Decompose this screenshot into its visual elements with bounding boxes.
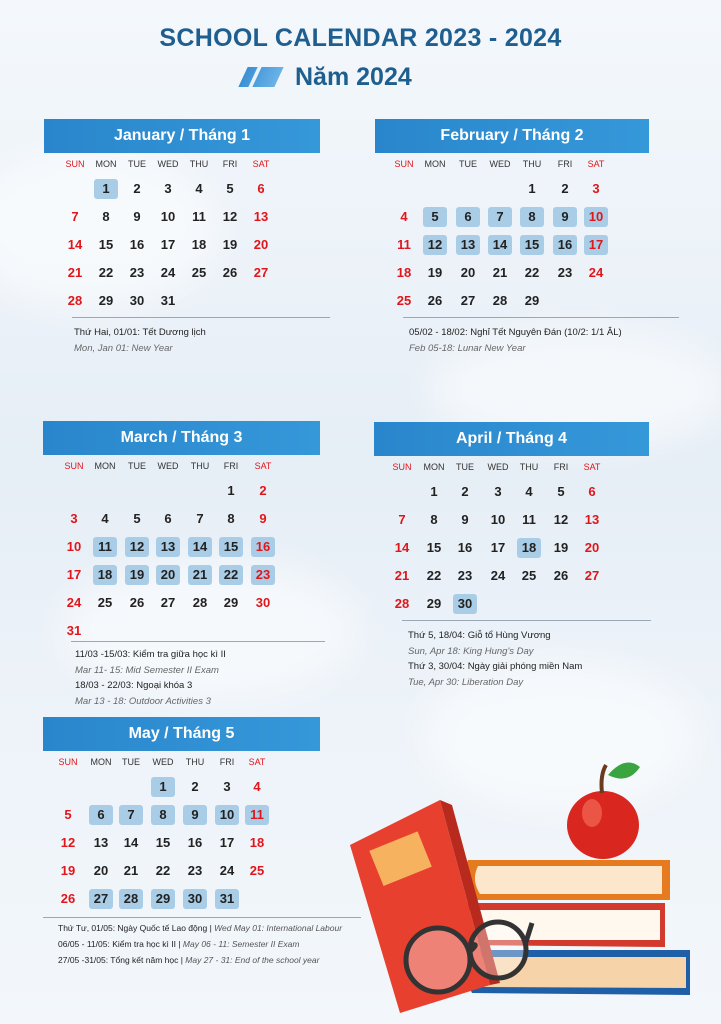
day-cell: 3 xyxy=(70,511,78,526)
day-cell: 6 xyxy=(588,484,596,499)
day-cell: 27 xyxy=(160,595,176,610)
day-cell: 1 xyxy=(528,181,536,196)
day-cell: 9 xyxy=(183,805,207,825)
day-cell: 27 xyxy=(460,293,476,308)
day-cell: 1 xyxy=(430,484,438,499)
weekday-label: FRI xyxy=(223,461,239,471)
weekday-label: MON xyxy=(90,757,112,767)
day-cell: 16 xyxy=(129,237,145,252)
day-cell: 20 xyxy=(156,565,180,585)
day-cell: 19 xyxy=(60,863,76,878)
day-cell: 18 xyxy=(249,835,265,850)
day-cell: 2 xyxy=(461,484,469,499)
month-title: February / Tháng 2 xyxy=(375,119,649,153)
weekday-label: WED xyxy=(487,462,509,472)
day-cell: 31 xyxy=(160,293,176,308)
event-note: 27/05 -31/05: Tổng kết năm học | May 27 - 31: End of the school year xyxy=(58,955,320,965)
day-cell: 7 xyxy=(398,512,406,527)
month-title: January / Tháng 1 xyxy=(44,119,320,153)
event-note: 06/05 - 11/05: Kiểm tra học kì II | May 06 - 11: Semester II Exam xyxy=(58,939,300,949)
day-cell: 23 xyxy=(129,265,145,280)
day-cell: 16 xyxy=(251,537,275,557)
day-cell: 14 xyxy=(488,235,512,255)
weekday-label: FRI xyxy=(553,462,569,472)
day-cell: 27 xyxy=(253,265,269,280)
day-cell: 16 xyxy=(457,540,473,555)
month-title: May / Tháng 5 xyxy=(43,717,320,751)
weekday-label: WED xyxy=(157,461,179,471)
day-cell: 8 xyxy=(430,512,438,527)
day-cell: 22 xyxy=(98,265,114,280)
weekday-label: TUE xyxy=(456,462,474,472)
day-cell: 17 xyxy=(219,835,235,850)
weekday-label: SAT xyxy=(254,461,272,471)
day-cell: 7 xyxy=(196,511,204,526)
day-cell: 12 xyxy=(125,537,149,557)
day-cell: 14 xyxy=(188,537,212,557)
day-cell: 15 xyxy=(219,537,243,557)
event-note-en: Mar 11- 15: Mid Semester II Exam xyxy=(75,664,219,676)
day-cell: 6 xyxy=(456,207,480,227)
day-cell: 4 xyxy=(400,209,408,224)
weekday-label: TUE xyxy=(128,461,146,471)
weekday-label: TUE xyxy=(122,757,140,767)
day-cell: 30 xyxy=(255,595,271,610)
day-cell: 8 xyxy=(520,207,544,227)
day-cell: 24 xyxy=(66,595,82,610)
day-cell: 25 xyxy=(521,568,537,583)
day-cell: 11 xyxy=(192,209,206,224)
page-title: SCHOOL CALENDAR 2023 - 2024 xyxy=(159,24,562,52)
day-cell: 19 xyxy=(553,540,569,555)
day-grid xyxy=(374,478,649,618)
day-grid xyxy=(44,175,320,315)
day-cell: 15 xyxy=(426,540,442,555)
weekday-label: THU xyxy=(185,757,205,767)
day-cell: 22 xyxy=(426,568,442,583)
weekday-label: FRI xyxy=(222,159,238,169)
day-cell: 4 xyxy=(101,511,109,526)
day-cell: 23 xyxy=(187,863,203,878)
slash-decoration-icon xyxy=(238,67,283,87)
day-cell: 6 xyxy=(164,511,172,526)
day-cell: 8 xyxy=(151,805,175,825)
weekday-label: FRI xyxy=(219,757,235,767)
weekday-header xyxy=(375,153,649,175)
weekday-label: SAT xyxy=(583,462,601,472)
weekday-label: SAT xyxy=(252,159,270,169)
day-cell: 22 xyxy=(219,565,243,585)
weekday-label: MON xyxy=(423,462,445,472)
day-cell: 13 xyxy=(156,537,180,557)
month-calendar xyxy=(43,421,320,645)
event-note-vi: 18/03 - 22/03: Ngoại khóa 3 xyxy=(75,680,193,691)
weekday-label: THU xyxy=(190,461,210,471)
event-note-vi: 11/03 -15/03: Kiểm tra giữa học kì II xyxy=(75,649,226,660)
day-cell: 19 xyxy=(427,265,443,280)
day-cell: 17 xyxy=(160,237,176,252)
day-cell: 17 xyxy=(490,540,506,555)
day-grid xyxy=(375,175,649,315)
day-cell: 11 xyxy=(93,537,117,557)
day-cell: 15 xyxy=(98,237,114,252)
day-cell: 30 xyxy=(129,293,145,308)
day-cell: 1 xyxy=(227,483,235,498)
day-cell: 17 xyxy=(66,567,82,582)
year-label: Năm 2024 xyxy=(295,62,412,91)
books-apple-illustration xyxy=(340,745,690,1015)
day-cell: 13 xyxy=(456,235,480,255)
day-cell: 12 xyxy=(222,209,238,224)
day-cell: 4 xyxy=(253,779,261,794)
day-cell: 20 xyxy=(584,540,600,555)
day-cell: 7 xyxy=(488,207,512,227)
day-cell: 6 xyxy=(89,805,113,825)
weekday-header xyxy=(43,455,320,477)
notes-divider xyxy=(403,317,679,318)
day-cell: 7 xyxy=(119,805,143,825)
weekday-label: MON xyxy=(424,159,446,169)
day-cell: 28 xyxy=(492,293,508,308)
event-note-vi: Thứ Hai, 01/01: Tết Dương lịch xyxy=(74,327,206,338)
day-cell: 9 xyxy=(461,512,469,527)
day-cell: 21 xyxy=(394,568,410,583)
event-note-vi: Thứ 3, 30/04: Ngày giải phóng miền Nam xyxy=(408,661,583,672)
day-cell: 26 xyxy=(129,595,145,610)
day-cell: 14 xyxy=(123,835,139,850)
weekday-label: WED xyxy=(489,159,511,169)
day-cell: 28 xyxy=(192,595,208,610)
day-cell: 9 xyxy=(553,207,577,227)
day-cell: 16 xyxy=(553,235,577,255)
day-cell: 12 xyxy=(60,835,76,850)
day-cell: 22 xyxy=(155,863,171,878)
day-cell: 16 xyxy=(187,835,203,850)
day-cell: 2 xyxy=(133,181,141,196)
day-cell: 9 xyxy=(133,209,141,224)
notes-divider xyxy=(71,641,325,642)
day-cell: 5 xyxy=(133,511,141,526)
day-cell: 6 xyxy=(257,181,265,196)
notes-divider xyxy=(43,917,361,918)
day-cell: 31 xyxy=(66,623,82,638)
day-cell: 20 xyxy=(93,863,109,878)
notes-divider xyxy=(72,317,330,318)
day-cell: 25 xyxy=(97,595,113,610)
day-cell: 24 xyxy=(588,265,604,280)
day-cell: 17 xyxy=(584,235,608,255)
weekday-label: SAT xyxy=(587,159,605,169)
day-cell: 24 xyxy=(490,568,506,583)
apple-icon xyxy=(567,763,640,860)
month-calendar xyxy=(43,717,320,913)
weekday-label: TUE xyxy=(128,159,146,169)
day-cell: 21 xyxy=(123,863,139,878)
day-cell: 18 xyxy=(93,565,117,585)
day-cell: 3 xyxy=(592,181,600,196)
weekday-label: SUN xyxy=(64,461,84,471)
day-cell: 29 xyxy=(151,889,175,909)
day-cell: 19 xyxy=(125,565,149,585)
day-cell: 5 xyxy=(423,207,447,227)
day-cell: 23 xyxy=(251,565,275,585)
day-cell: 13 xyxy=(584,512,600,527)
month-calendar xyxy=(375,119,649,315)
weekday-header xyxy=(44,153,320,175)
weekday-label: FRI xyxy=(557,159,573,169)
day-cell: 29 xyxy=(98,293,114,308)
day-cell: 5 xyxy=(226,181,234,196)
day-cell: 8 xyxy=(102,209,110,224)
day-cell: 2 xyxy=(191,779,199,794)
day-cell: 29 xyxy=(426,596,442,611)
day-cell: 25 xyxy=(191,265,207,280)
day-cell: 11 xyxy=(522,512,536,527)
event-note-vi: Thứ Tư, 01/05: Ngày Quốc tế Lao động xyxy=(58,923,208,933)
day-cell: 10 xyxy=(490,512,506,527)
month-title: April / Tháng 4 xyxy=(374,422,649,456)
day-cell: 7 xyxy=(71,209,79,224)
day-cell: 4 xyxy=(525,484,533,499)
day-cell: 28 xyxy=(394,596,410,611)
day-cell: 11 xyxy=(397,237,411,252)
day-cell: 27 xyxy=(584,568,600,583)
weekday-label: THU xyxy=(519,462,539,472)
day-cell: 29 xyxy=(524,293,540,308)
weekday-label: SUN xyxy=(394,159,414,169)
weekday-header xyxy=(374,456,649,478)
weekday-label: WED xyxy=(157,159,179,169)
day-cell: 18 xyxy=(517,538,541,558)
weekday-header xyxy=(43,751,320,773)
day-cell: 5 xyxy=(64,807,72,822)
day-grid xyxy=(43,477,320,645)
day-cell: 22 xyxy=(524,265,540,280)
day-cell: 21 xyxy=(67,265,83,280)
day-cell: 25 xyxy=(249,863,265,878)
event-note-en: May 27 - 31: End of the school year xyxy=(185,955,320,965)
day-cell: 14 xyxy=(394,540,410,555)
day-cell: 8 xyxy=(227,511,235,526)
day-cell: 14 xyxy=(67,237,83,252)
weekday-label: THU xyxy=(189,159,209,169)
weekday-label: TUE xyxy=(459,159,477,169)
day-cell: 26 xyxy=(553,568,569,583)
month-title: March / Tháng 3 xyxy=(43,421,320,455)
day-cell: 3 xyxy=(164,181,172,196)
weekday-label: WED xyxy=(152,757,174,767)
day-cell: 13 xyxy=(93,835,109,850)
day-cell: 13 xyxy=(253,209,269,224)
weekday-label: SUN xyxy=(392,462,412,472)
day-cell: 2 xyxy=(259,483,267,498)
event-note-vi: Thứ 5, 18/04: Giỗ tổ Hùng Vương xyxy=(408,630,551,641)
day-grid xyxy=(43,773,320,913)
day-cell: 24 xyxy=(219,863,235,878)
day-cell: 12 xyxy=(423,235,447,255)
event-note-en: Mon, Jan 01: New Year xyxy=(74,343,173,354)
day-cell: 3 xyxy=(223,779,231,794)
day-cell: 25 xyxy=(396,293,412,308)
event-note-vi: 06/05 - 11/05: Kiểm tra học kì II xyxy=(58,939,176,949)
day-cell: 21 xyxy=(492,265,508,280)
day-cell: 3 xyxy=(494,484,502,499)
weekday-label: MON xyxy=(94,461,116,471)
day-cell: 12 xyxy=(553,512,569,527)
day-cell: 10 xyxy=(584,207,608,227)
day-cell: 21 xyxy=(188,565,212,585)
day-cell: 19 xyxy=(222,237,238,252)
day-cell: 15 xyxy=(155,835,171,850)
event-note-en: May 06 - 11: Semester II Exam xyxy=(182,939,300,949)
month-calendar xyxy=(374,422,649,618)
weekday-label: SAT xyxy=(248,757,266,767)
event-note-en: Sun, Apr 18: King Hung's Day xyxy=(408,645,534,657)
day-cell: 15 xyxy=(520,235,544,255)
day-cell: 29 xyxy=(223,595,239,610)
day-cell: 20 xyxy=(460,265,476,280)
weekday-label: THU xyxy=(522,159,542,169)
weekday-label: SUN xyxy=(65,159,85,169)
weekday-label: SUN xyxy=(58,757,78,767)
day-cell: 31 xyxy=(215,889,239,909)
day-cell: 10 xyxy=(160,209,176,224)
day-cell: 2 xyxy=(561,181,569,196)
day-cell: 11 xyxy=(245,805,269,825)
day-cell: 18 xyxy=(396,265,412,280)
weekday-label: MON xyxy=(95,159,117,169)
notes-divider xyxy=(402,620,651,621)
day-cell: 1 xyxy=(151,777,175,797)
day-cell: 10 xyxy=(215,805,239,825)
day-cell: 10 xyxy=(66,539,82,554)
day-cell: 28 xyxy=(67,293,83,308)
day-cell: 9 xyxy=(259,511,267,526)
day-cell: 28 xyxy=(119,889,143,909)
day-cell: 23 xyxy=(457,568,473,583)
day-cell: 20 xyxy=(253,237,269,252)
day-cell: 1 xyxy=(94,179,118,199)
day-cell: 4 xyxy=(195,181,203,196)
year-heading xyxy=(243,62,412,92)
event-note-en: Mar 13 - 18: Outdoor Activities 3 xyxy=(75,695,211,707)
event-note: Thứ Tư, 01/05: Ngày Quốc tế Lao động | Wed May 01: International Labour xyxy=(58,923,343,933)
day-cell: 18 xyxy=(191,237,207,252)
event-note-en: Wed May 01: International Labour xyxy=(214,923,343,933)
day-cell: 5 xyxy=(557,484,565,499)
day-cell: 30 xyxy=(183,889,207,909)
day-cell: 26 xyxy=(222,265,238,280)
event-note-vi: 05/02 - 18/02: Nghỉ Tết Nguyên Đán (10/2: 1/1 ÂL) xyxy=(409,327,622,338)
day-cell: 30 xyxy=(453,594,477,614)
event-note-en: Tue, Apr 30: Liberation Day xyxy=(408,676,524,688)
day-cell: 24 xyxy=(160,265,176,280)
day-cell: 27 xyxy=(89,889,113,909)
day-cell: 26 xyxy=(427,293,443,308)
month-calendar xyxy=(44,119,320,315)
day-cell: 23 xyxy=(557,265,573,280)
event-note-vi: 27/05 -31/05: Tổng kết năm học xyxy=(58,955,179,965)
day-cell: 26 xyxy=(60,891,76,906)
event-note-en: Feb 05-18: Lunar New Year xyxy=(409,343,526,354)
